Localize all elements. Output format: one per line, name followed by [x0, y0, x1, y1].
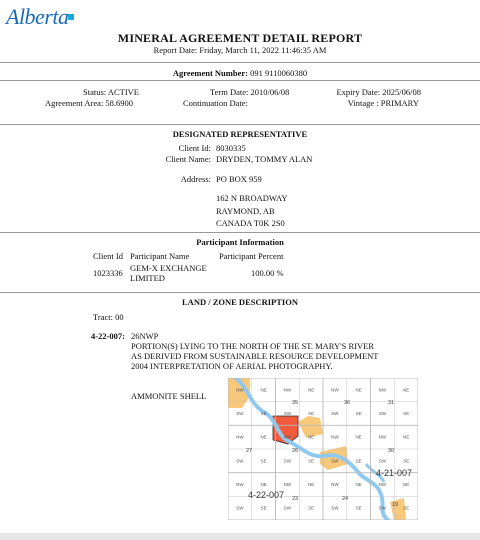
quarter-label: NE [402, 482, 410, 487]
land-line: AS DERIVED FROM SUSTAINABLE RESOURCE DEVELOPMENT [131, 351, 379, 361]
participant-col-client-id: Client Id [93, 251, 123, 261]
quarter-label: SE [355, 505, 362, 511]
quarter-label: NW [331, 434, 339, 440]
bottom-edge [0, 533, 480, 540]
quarter-label: NE [402, 387, 410, 393]
quarter-label: SE [260, 505, 267, 511]
substance: AMMONITE SHELL [131, 391, 207, 401]
quarter-label: NE [355, 482, 362, 487]
participant-client-id: 1023336 [93, 268, 123, 278]
quarter-label: NE [307, 482, 315, 487]
participant-name-line: LIMITED [130, 273, 165, 283]
section-number: 24 [342, 496, 349, 502]
client-name-value: DRYDEN, TOMMY ALAN [216, 154, 313, 164]
section-number: 19 [392, 502, 399, 508]
term-date: Term Date: 2010/06/08 [210, 87, 290, 97]
agreement-area: Agreement Area: 58.6900 [44, 98, 133, 108]
quarter-label: SW [378, 411, 386, 416]
quarter-label: SE [355, 458, 362, 464]
tract: Tract: 00 [93, 312, 124, 322]
township-label: 4-21-007 [376, 468, 413, 478]
quarter-label: SW [236, 505, 244, 511]
quarter-label: SW [283, 411, 291, 416]
quarter-label: SE [260, 411, 267, 416]
quarter-label: NW [236, 387, 244, 393]
quarter-label: NE [402, 434, 410, 440]
quarter-label: SW [236, 458, 244, 464]
quarter-label: NE [307, 387, 315, 393]
report-title: MINERAL AGREEMENT DETAIL REPORT [117, 31, 363, 45]
quarter-label: SW [283, 505, 291, 511]
representative-heading: DESIGNATED REPRESENTATIVE [172, 129, 308, 139]
address-line: RAYMOND, AB [216, 206, 275, 216]
quarter-label: SE [403, 411, 410, 416]
client-id-label: Client Id: [178, 143, 211, 153]
quarter-label: NW [283, 482, 292, 487]
quarter-label: SE [260, 458, 267, 464]
quarter-label: NE [260, 482, 267, 487]
vintage: Vintage : PRIMARY [347, 98, 419, 108]
quarter-label: SW [331, 411, 339, 416]
quarter-label: SE [403, 505, 410, 511]
land-code: 4-22-007: [91, 331, 125, 341]
divider [0, 62, 480, 63]
quarter-label: SE [308, 505, 315, 511]
client-name-label: Client Name: [165, 154, 211, 164]
land-line: PORTION(S) LYING TO THE NORTH OF THE ST. MARY'S RIVER [131, 341, 375, 351]
quarter-label: NW [283, 387, 292, 393]
divider [0, 292, 480, 293]
status: Status: ACTIVE [83, 87, 139, 97]
quarter-label: NW [378, 434, 387, 440]
section-number: 26 [292, 448, 299, 454]
participant-col-name: Participant Name [130, 251, 190, 261]
quarter-label: NW [378, 387, 387, 393]
land-map [228, 378, 418, 520]
section-number: 31 [388, 400, 395, 406]
section-number: 27 [246, 448, 253, 454]
quarter-label: NE [260, 434, 267, 440]
agreement-number [0, 68, 480, 78]
section-number: 23 [292, 496, 299, 502]
divider [0, 124, 480, 125]
quarter-label: NW [283, 434, 292, 440]
agreement-number-label: Agreement Number: [172, 68, 248, 78]
quarter-label: NW [236, 482, 244, 487]
section-number: 35 [292, 400, 299, 406]
quarter-label: SW [378, 505, 386, 511]
participant-percent: 100.00 % [251, 268, 284, 278]
quarter-label: NE [355, 434, 362, 440]
participant-col-percent: Participant Percent [219, 251, 284, 261]
agreement-number-value: 091 9110060380 [250, 68, 308, 78]
quarter-label: SW [283, 458, 291, 464]
quarter-label: NW [331, 482, 339, 487]
land-line: 26NWP [131, 331, 159, 341]
quarter-label: SE [355, 411, 362, 416]
quarter-label: SW [331, 458, 339, 464]
section-number: 30 [388, 448, 395, 454]
section-number: 36 [344, 400, 351, 406]
continuation-date: Continuation Date: [183, 98, 248, 108]
quarter-label: SW [378, 458, 386, 464]
client-id-value: 8030335 [216, 143, 246, 153]
quarter-label: SE [403, 458, 410, 464]
quarter-label: SW [236, 411, 244, 416]
quarter-label: NW [236, 434, 244, 440]
address-line: 162 N BROADWAY [216, 193, 288, 203]
land-line: 2004 INTERPRETATION OF AERIAL PHOTOGRAPHY. [131, 361, 333, 371]
land-heading: LAND / ZONE DESCRIPTION [182, 297, 298, 307]
divider [0, 80, 480, 81]
participant-heading: Participant Information [196, 237, 284, 247]
quarter-label: SE [308, 458, 315, 464]
participant-name-line: GEM-X EXCHANGE [130, 263, 207, 273]
report-date: Report Date: Friday, March 11, 2022 11:46:35 AM [153, 45, 327, 55]
quarter-label: NW [331, 387, 339, 393]
quarter-label: NW [378, 482, 387, 487]
logo-mark-icon [68, 14, 74, 20]
quarter-label: SE [308, 411, 315, 416]
quarter-label: NE [260, 387, 267, 393]
expiry-date: Expiry Date: 2025/06/08 [336, 87, 421, 97]
quarter-label: NE [355, 387, 362, 393]
township-label: 4-22-007 [248, 490, 285, 500]
divider [0, 232, 480, 233]
address-label: Address: [180, 174, 211, 184]
alberta-logo: Alberta [6, 4, 69, 29]
quarter-label: NE [307, 434, 315, 440]
quarter-label: SW [331, 505, 339, 511]
address-line: CANADA T0K 2S0 [216, 218, 285, 228]
address-line: PO BOX 959 [216, 174, 262, 184]
